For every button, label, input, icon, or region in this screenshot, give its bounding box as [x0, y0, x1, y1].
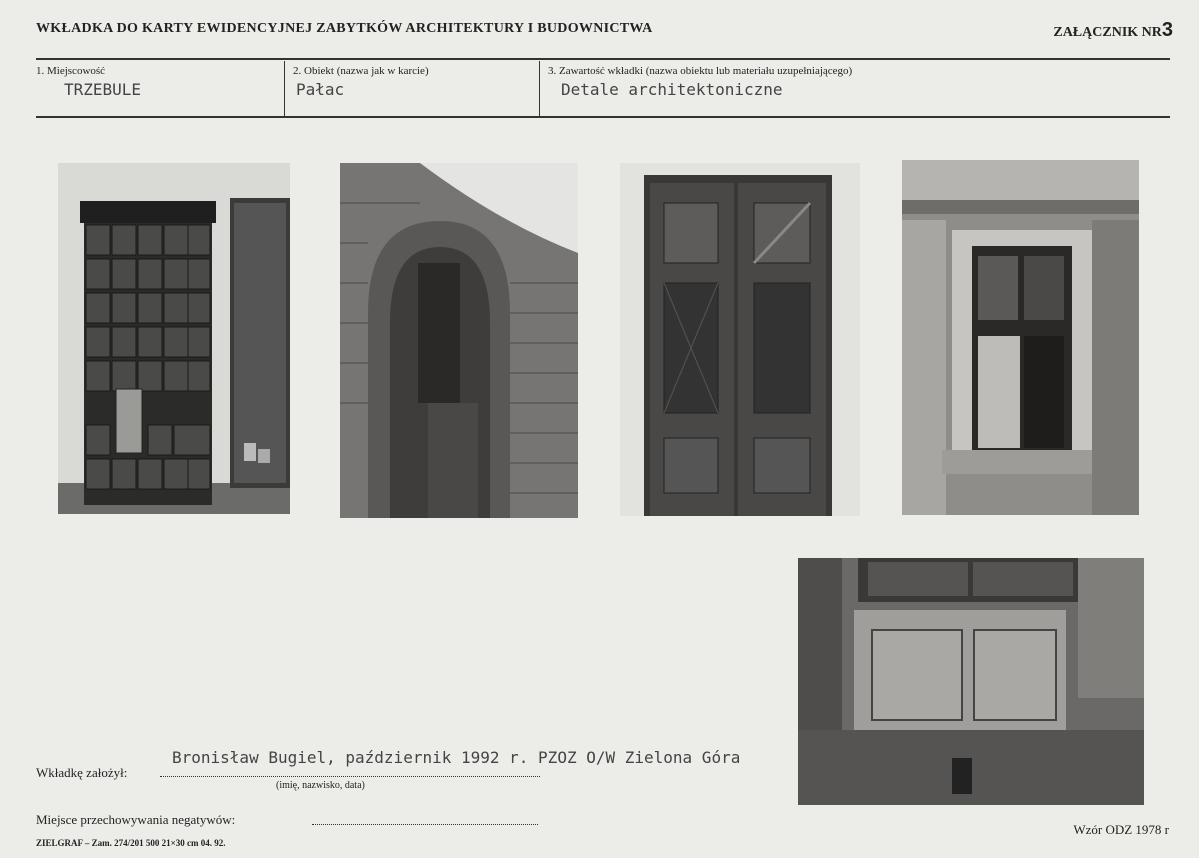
- field-object-value: Pałac: [296, 80, 345, 99]
- field-content-label: 3. Zawartość wkładki (nazwa obiektu lub materiału uzupełniającego): [548, 65, 853, 77]
- form-code: Wzór ODZ 1978 r: [1073, 822, 1169, 837]
- field-divider-1: [284, 61, 285, 117]
- top-rule: [36, 58, 1170, 60]
- field-content-value: Detale architektoniczne: [561, 80, 783, 99]
- annex-label-text: ZAŁĄCZNIK NR: [1053, 25, 1162, 40]
- photo-window-image: [902, 160, 1139, 515]
- storage-label: Miejsce przechowywania negatywów:: [36, 812, 236, 827]
- annex-number: 3: [1161, 19, 1173, 41]
- photo-double-door-image: [620, 163, 860, 516]
- fields-bottom-rule: [36, 116, 1170, 118]
- field-locality-value: TRZEBULE: [64, 80, 142, 99]
- photo-tiled-stove-image: [58, 163, 290, 514]
- field-locality-label: 1. Miejscowość: [36, 65, 106, 77]
- field-divider-2: [539, 61, 540, 117]
- print-info: ZIELGRAF – Zam. 274/201 500 21×30 cm 04. 92.: [36, 838, 226, 848]
- photo-brick-arch-image: [340, 163, 578, 518]
- photo-facade-panels: [798, 558, 1144, 805]
- photo-facade-panels-image: [798, 558, 1144, 805]
- author-note: (imię, nazwisko, data): [276, 780, 365, 791]
- author-label: Wkładkę założył:: [36, 765, 128, 780]
- storage-dotted-line: [312, 824, 538, 825]
- annex-label: [1053, 19, 1173, 42]
- photo-double-door: [620, 163, 860, 516]
- card-title: WKŁADKA DO KARTY EWIDENCYJNEJ ZABYTKÓW ARCHITEKTURY I BUDOWNICTWA: [36, 21, 653, 36]
- author-dotted-line: [160, 776, 540, 777]
- author-value: Bronisław Bugiel, październik 1992 r. PZOZ O/W Zielona Góra: [172, 748, 741, 767]
- photo-tiled-stove: [58, 163, 290, 514]
- field-object-label: 2. Obiekt (nazwa jak w karcie): [293, 65, 429, 77]
- photo-window: [902, 160, 1139, 515]
- photo-brick-arch: [340, 163, 578, 518]
